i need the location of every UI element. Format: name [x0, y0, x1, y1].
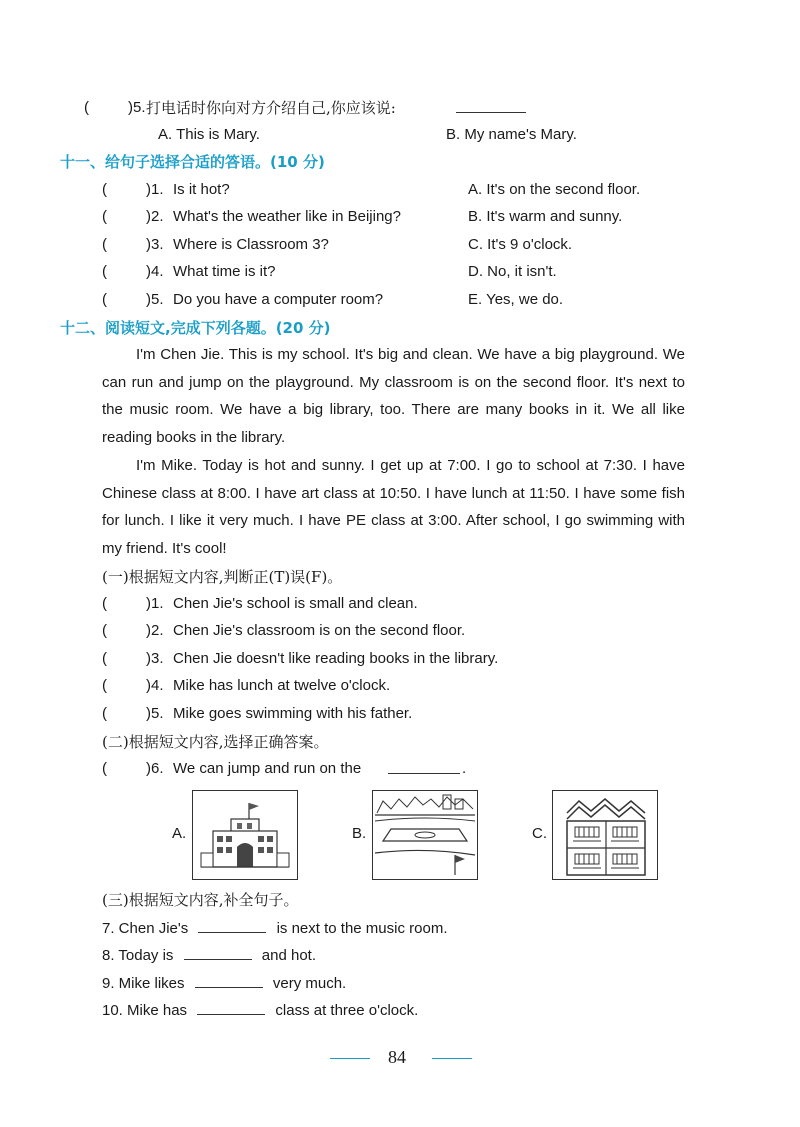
- question-number: )4.: [146, 263, 164, 280]
- answer-paren[interactable]: (: [102, 677, 107, 694]
- fill-prefix: 10. Mike has: [102, 1002, 188, 1019]
- fill-suffix: and hot.: [261, 947, 316, 964]
- fill-prefix: 7. Chen Jie's: [102, 920, 189, 937]
- option-b: B. My name's Mary.: [446, 126, 577, 143]
- fill-item: [102, 973, 346, 994]
- fill-item: [102, 1000, 418, 1021]
- answer-paren[interactable]: (: [102, 236, 107, 253]
- answer-blank[interactable]: [456, 98, 526, 119]
- question-text: Chen Jie's classroom is on the second floor.: [173, 622, 466, 639]
- reading-passage-2: [102, 452, 685, 562]
- fill-suffix: class at three o'clock.: [275, 1002, 419, 1019]
- answer-blank[interactable]: [388, 759, 460, 780]
- option-label-a: A.: [172, 825, 187, 842]
- question-text: 打电话时你向对方介绍自己,你应该说:: [146, 99, 396, 117]
- passage-text: I'm Chen Jie. This is my school. It's big and clean. We have a big playground. We can run and jump on the playground. My classroom is on the second floor. It's next to the music room. We have a big library, too. There are many books in it. We all like reading books in the library.: [102, 346, 685, 446]
- fill-suffix: is next to the music room.: [276, 920, 448, 937]
- answer-paren[interactable]: (: [102, 760, 107, 777]
- answer-paren[interactable]: (: [102, 181, 107, 198]
- answer-option: C. It's 9 o'clock.: [468, 236, 573, 253]
- footer-line-right: [432, 1058, 472, 1059]
- answer-option: A. It's on the second floor.: [468, 181, 641, 198]
- answer-paren[interactable]: (: [102, 622, 107, 639]
- answer-paren[interactable]: (: [102, 705, 107, 722]
- question-text: Mike has lunch at twelve o'clock.: [173, 677, 391, 694]
- question-number: )5.: [128, 99, 146, 116]
- question-text: Is it hot?: [173, 181, 230, 198]
- section-heading: 十一、给句子选择合适的答语。(10 分): [60, 153, 325, 171]
- question-text: What time is it?: [173, 263, 276, 280]
- question-end: .: [462, 760, 467, 777]
- fill-item: [102, 918, 448, 939]
- option-label-b: B.: [352, 825, 367, 842]
- passage-text: I'm Mike. Today is hot and sunny. I get up at 7:00. I go to school at 7:30. I have Chinese class at 8:00. I have art class at 10:50. I have lunch at 11:50. I have some fish for lunch. I like it very much. I have PE class at 3:00. After school, I go swimming with my friend. It's cool!: [102, 457, 685, 557]
- answer-paren[interactable]: (: [102, 263, 107, 280]
- reading-passage-1: [102, 341, 685, 451]
- question-text: Where is Classroom 3?: [173, 236, 329, 253]
- answer-blank[interactable]: [197, 1000, 265, 1015]
- option-a: A. This is Mary.: [158, 126, 260, 143]
- question-number: )3.: [146, 236, 164, 253]
- question-number: )1.: [146, 595, 164, 612]
- question-number: )5.: [146, 705, 164, 722]
- answer-paren[interactable]: (: [84, 99, 89, 116]
- fill-suffix: very much.: [272, 975, 347, 992]
- question-number: )3.: [146, 650, 164, 667]
- question-text: Chen Jie's school is small and clean.: [173, 595, 418, 612]
- question-text: Mike goes swimming with his father.: [173, 705, 413, 722]
- playground-image[interactable]: [372, 790, 478, 880]
- question-text: We can jump and run on the: [173, 760, 362, 777]
- fill-prefix: 9. Mike likes: [102, 975, 185, 992]
- footer-line-left: [330, 1058, 370, 1059]
- question-text: Chen Jie doesn't like reading books in the library.: [173, 650, 499, 667]
- fill-item: [102, 945, 316, 966]
- subsection-heading: (三)根据短文内容,补全句子。: [102, 891, 299, 909]
- library-icon: [553, 791, 657, 879]
- subsection-heading: (二)根据短文内容,选择正确答案。: [102, 733, 329, 751]
- question-text: What's the weather like in Beijing?: [173, 208, 401, 225]
- page-number: 84: [388, 1047, 406, 1067]
- subsection-heading: (一)根据短文内容,判断正(T)误(F)。: [102, 568, 343, 586]
- answer-paren[interactable]: (: [102, 650, 107, 667]
- answer-paren[interactable]: (: [102, 208, 107, 225]
- answer-blank[interactable]: [195, 973, 263, 988]
- question-number: )2.: [146, 208, 164, 225]
- school-building-icon: [193, 791, 297, 879]
- answer-option: D. No, it isn't.: [468, 263, 557, 280]
- school-building-image[interactable]: [192, 790, 298, 880]
- question-number: )4.: [146, 677, 164, 694]
- question-text: Do you have a computer room?: [173, 291, 384, 308]
- question-number: )2.: [146, 622, 164, 639]
- answer-blank[interactable]: [198, 918, 266, 933]
- answer-blank[interactable]: [184, 945, 252, 960]
- answer-option: B. It's warm and sunny.: [468, 208, 623, 225]
- library-image[interactable]: [552, 790, 658, 880]
- question-number: )5.: [146, 291, 164, 308]
- answer-option: E. Yes, we do.: [468, 291, 564, 308]
- section-heading: 十二、阅读短文,完成下列各题。(20 分): [60, 319, 331, 337]
- question-number: )1.: [146, 181, 164, 198]
- answer-paren[interactable]: (: [102, 291, 107, 308]
- option-label-c: C.: [532, 825, 547, 842]
- fill-prefix: 8. Today is: [102, 947, 174, 964]
- playground-icon: [373, 791, 477, 879]
- question-number: )6.: [146, 760, 164, 777]
- answer-paren[interactable]: (: [102, 595, 107, 612]
